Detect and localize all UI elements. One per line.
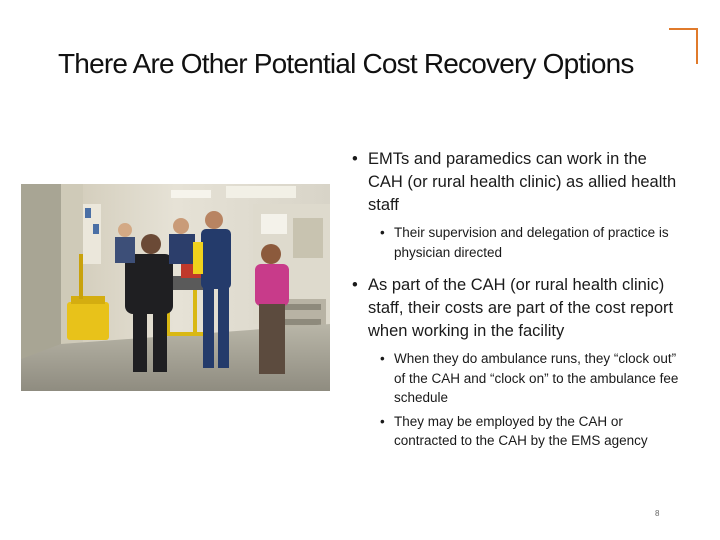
slide-title: There Are Other Potential Cost Recovery Options	[58, 48, 634, 79]
bullet-item	[350, 148, 680, 217]
bullet-dot: •	[352, 150, 358, 168]
page-number: 8	[655, 509, 660, 518]
bullet-list	[350, 148, 680, 455]
bullet-dot: •	[352, 276, 358, 294]
sub-bullet-text: They may be employed by the CAH or contracted to the CAH by the EMS agency	[394, 413, 648, 448]
sub-bullet-text: When they do ambulance runs, they “clock out” of the CAH and “clock on” to the ambulance fee schedule	[394, 351, 679, 405]
bullet-text: EMTs and paramedics can work in the CAH (or rural health clinic) as allied health staff	[368, 150, 677, 214]
bullet-dot: •	[380, 351, 385, 366]
sub-bullet-text: Their supervision and delegation of practice is physician directed	[394, 225, 669, 260]
bullet-dot: •	[380, 225, 385, 240]
bullet-item	[350, 274, 680, 343]
sub-bullet-item	[350, 223, 680, 262]
sub-bullet-item	[350, 349, 680, 408]
corner-accent	[669, 28, 698, 64]
sub-bullet-item	[350, 412, 680, 451]
bullet-dot: •	[380, 413, 385, 429]
ems-team-photo	[21, 184, 330, 391]
bullet-text: As part of the CAH (or rural health clinic) staff, their costs are part of the cost report when working in the facility	[368, 276, 674, 340]
